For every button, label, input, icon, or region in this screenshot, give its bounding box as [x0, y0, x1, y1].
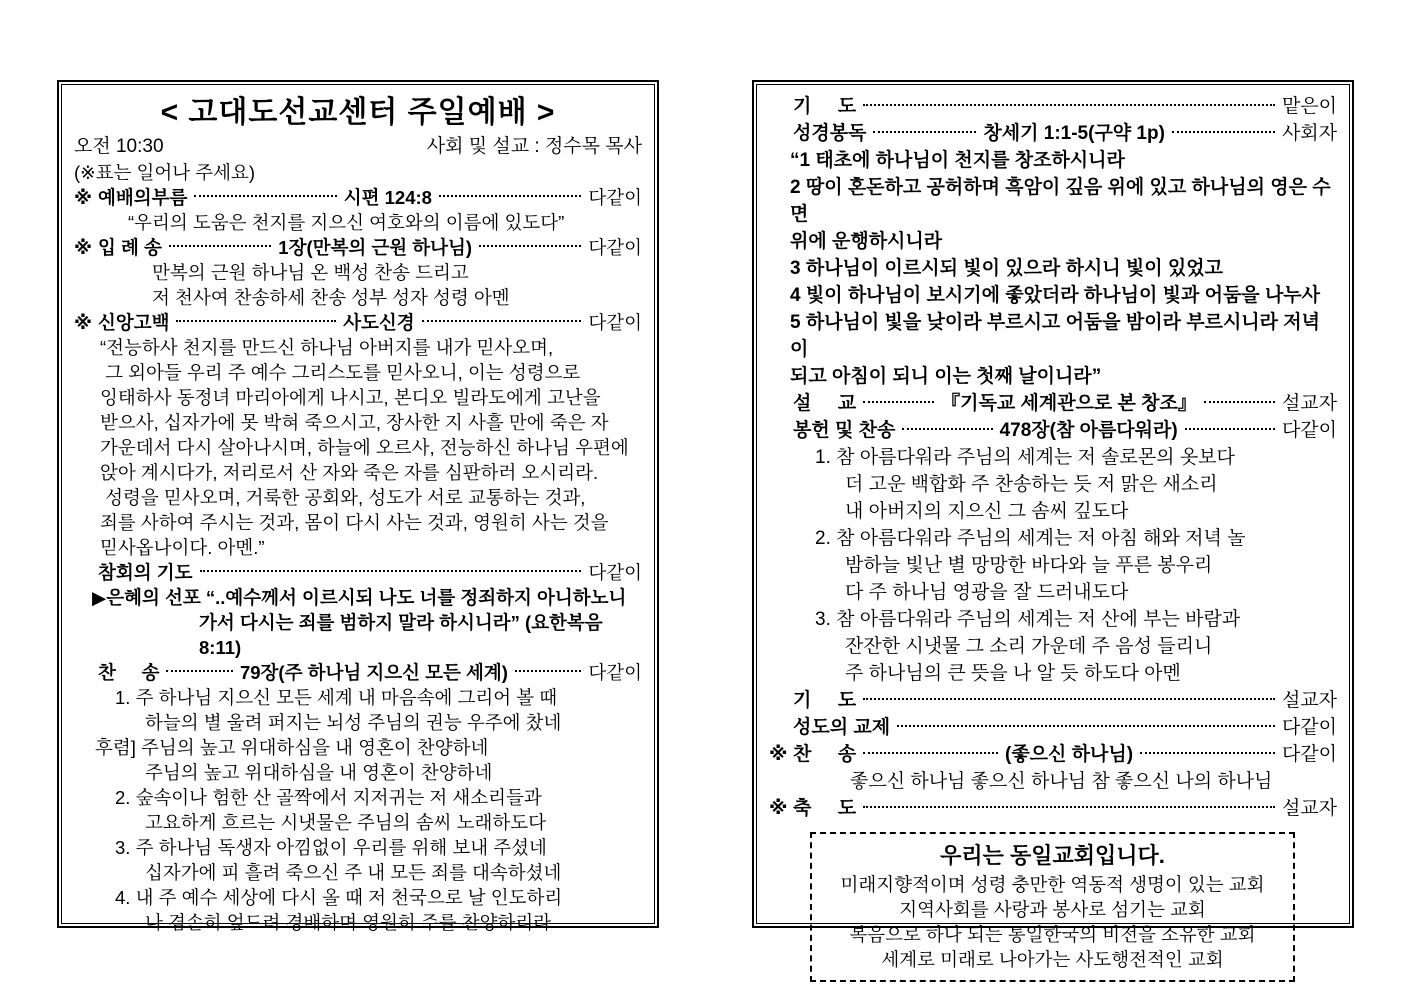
order-row-praise: [769, 741, 1337, 768]
hymn-refrain-line: 후렴] 주님의 높고 위대하심을 내 영혼이 찬양하네: [95, 737, 489, 758]
order-label: 찬 송: [793, 744, 857, 765]
bulletin-page-right: [752, 80, 1354, 970]
hymn-line: 밤하늘 빛난 별 망망한 바다와 늘 푸른 봉우리: [845, 555, 1213, 576]
dotted-leader: [873, 131, 976, 133]
hymn-line: 주 하나님의 큰 뜻을 나 알 듯 하도다 아멘: [845, 663, 1181, 684]
hymn-line: 2. 참 아름다워라 주님의 세계는 저 아침 해와 저녁 놀: [815, 528, 1246, 549]
order-role: 다같이: [1281, 744, 1338, 765]
creed-line: “전능하사 천지를 만드신 하나님 아버지를 내가 믿사오며,: [100, 337, 554, 358]
scripture-line: 3 하나님이 이르시되 빛이 있으라 하시니 빛이 있었고: [790, 258, 1223, 279]
praise-line: 좋으신 하나님 좋으신 하나님 참 좋으신 나의 하나님: [850, 771, 1273, 792]
order-label: 예배의부름: [98, 187, 188, 208]
stand-mark: ※: [769, 798, 788, 819]
order-role: 설교자: [1281, 798, 1337, 819]
hymn-line: 1. 참 아름다워라 주님의 세계는 저 솔로몬의 옷보다: [815, 447, 1235, 468]
hymn-line: 하늘의 별 울려 퍼지는 뇌성 주님의 권능 우주에 찼네: [145, 712, 562, 733]
stand-mark: ※: [74, 312, 92, 333]
stand-note: (※표는 일어나 주세요): [74, 162, 256, 183]
hymn-line: 1. 주 하나님 지으신 모든 세계 내 마음속에 그리어 볼 때: [115, 687, 558, 708]
stand-mark: ※: [769, 744, 788, 765]
creed-line: 잉태하사 동정녀 마리아에게 나시고, 본디오 빌라도에게 고난을: [100, 387, 601, 408]
order-label: 설 교: [793, 393, 857, 414]
order-label: 입 례 송: [98, 237, 162, 258]
order-row-sermon: [769, 390, 1337, 417]
church-identity-line: 세계로 미래로 나아가는 사도행전적인 교회: [881, 949, 1224, 970]
order-label: 축 도: [793, 798, 857, 819]
scripture-line: 2 땅이 혼돈하고 공허하며 흑암이 깊음 위에 있고 하나님의 영은 수면: [790, 177, 1331, 225]
introit-line: 만복의 근원 하나님 온 백성 찬송 드리고: [152, 262, 469, 283]
service-time: 오전 10:30: [74, 136, 164, 157]
creed-line: 받으사, 십자가에 못 박혀 죽으시고, 장사한 지 사흘 만에 죽은 자: [100, 412, 609, 433]
order-role: 다같이: [1281, 717, 1337, 738]
dotted-leader: [176, 320, 336, 322]
hymn-line: 주님의 높고 위대하심을 내 영혼이 찬양하네: [145, 762, 493, 783]
order-row-introit: [74, 235, 642, 260]
order-detail: 1장(만복의 근원 하나님): [278, 237, 473, 258]
creed-line: 성령을 믿사오며, 거룩한 공회와, 성도가 서로 교통하는 것과,: [100, 487, 586, 508]
hymn-line: 나 겸손히 엎드려 경배하며 영원히 주를 찬양하리라: [145, 912, 552, 933]
scripture-line: 5 하나님이 빛을 낮이라 부르시고 어둠을 밤이라 부르시니라 저녁이: [790, 312, 1321, 360]
scripture-line: 되고 아침이 되니 이는 첫째 날이니라”: [790, 366, 1102, 387]
dotted-leader: [863, 401, 934, 403]
order-detail: (좋으신 하나님): [1005, 744, 1134, 765]
order-role: 맡은이: [1281, 96, 1337, 117]
dotted-leader: [1204, 401, 1275, 403]
header-line: [74, 133, 642, 160]
church-identity-title: 우리는 동일교회입니다.: [940, 843, 1165, 868]
order-row-prayer-preacher: [769, 687, 1337, 714]
church-identity-box: [810, 832, 1295, 982]
hymn-line: 3. 주 하나님 독생자 아낌없이 우리를 위해 보내 주셨네: [115, 837, 547, 858]
order-label: 기 도: [793, 96, 857, 117]
bulletin-page-right-inner: [756, 84, 1350, 970]
order-row-benediction: [769, 795, 1337, 822]
order-label: 기 도: [793, 690, 857, 711]
dotted-leader: [897, 725, 1275, 727]
order-detail: 창세기 1:1-5(구약 1p): [983, 123, 1165, 144]
dotted-leader: [194, 195, 336, 197]
dotted-leader: [1140, 752, 1275, 754]
church-identity-line: 미래지향적이며 성령 충만한 역동적 생명이 있는 교회: [840, 874, 1265, 895]
stand-mark: ※: [74, 237, 92, 258]
page-title: < 고대도선교센터 주일예배 >: [160, 96, 556, 129]
stand-mark: ※: [74, 187, 92, 208]
dotted-leader: [902, 428, 992, 430]
order-label: 신앙고백: [98, 312, 170, 333]
order-row-prayer: [769, 93, 1337, 120]
order-row-offering-hymn: [769, 417, 1337, 444]
bulletin-page-left: [57, 80, 659, 933]
scripture-line: 위에 운행하시니라: [790, 231, 943, 252]
hymn-line: 2. 숲속이나 험한 산 골짝에서 지저귀는 저 새소리들과: [115, 787, 542, 808]
order-role: 사회자: [1281, 123, 1337, 144]
hymn-line: 더 고운 백합화 주 찬송하는 듯 저 맑은 새소리: [845, 474, 1218, 495]
creed-line: 앉아 계시다가, 저리로서 산 자와 죽은 자를 심판하러 오시리라.: [100, 462, 599, 483]
grace-proclamation-line: ▶은혜의 선포 “..예수께서 이르시되 나도 너를 정죄하지 아니하노니: [92, 587, 627, 608]
order-label: 봉헌 및 찬송: [793, 420, 896, 441]
order-label: 성도의 교제: [793, 717, 891, 738]
dotted-leader: [439, 195, 581, 197]
order-detail: 사도신경: [343, 312, 415, 333]
order-row-fellowship: [769, 714, 1337, 741]
order-label: 참회의 기도: [98, 562, 193, 583]
order-detail: 79장(주 하나님 지으신 모든 세계): [239, 662, 508, 683]
order-role: 다같이: [588, 237, 643, 258]
minister-line: 사회 및 설교 : 정수목 목사: [426, 136, 642, 157]
call-quote: “우리의 도움은 천지를 지으신 여호와의 이름에 있도다”: [128, 212, 565, 233]
hymn-line: 4. 내 주 예수 세상에 다시 올 때 저 천국으로 날 인도하리: [115, 887, 563, 908]
order-role: 다같이: [588, 562, 642, 583]
dotted-leader: [863, 698, 1275, 700]
order-row-creed: [74, 310, 642, 335]
dotted-leader: [1185, 428, 1275, 430]
hymn-line: 다 주 하나님 영광을 잘 드러내도다: [845, 582, 1129, 603]
sermon-title: 『기독교 세계관으로 본 창조』: [941, 393, 1197, 414]
dotted-leader: [1172, 131, 1275, 133]
scripture-line: “1 태초에 하나님이 천지를 창조하시니라: [790, 150, 1125, 171]
order-row-call-to-worship: [74, 185, 642, 210]
dotted-leader: [863, 752, 998, 754]
order-role: 다같이: [1281, 420, 1338, 441]
dotted-leader: [422, 320, 582, 322]
bulletin-page-left-inner: [61, 84, 655, 933]
order-detail: 478장(참 아름다워라): [999, 420, 1178, 441]
church-identity-line: 복음으로 하나 되는 통일한국의 비전을 소유한 교회: [849, 924, 1256, 945]
order-role: 설교자: [1281, 393, 1337, 414]
creed-line: 죄를 사하여 주시는 것과, 몸이 다시 사는 것과, 영원히 사는 것을: [100, 512, 609, 533]
dotted-leader: [863, 806, 1275, 808]
creed-line: 가운데서 다시 살아나시며, 하늘에 오르사, 전능하신 하나님 우편에: [100, 437, 629, 458]
dotted-leader: [863, 104, 1275, 106]
hymn-line: 잔잔한 시냇물 그 소리 가운데 주 음성 들리니: [845, 636, 1213, 657]
order-role: 다같이: [588, 187, 642, 208]
scripture-line: 4 빛이 하나님이 보시기에 좋았더라 하나님이 빛과 어둠을 나누사: [790, 285, 1321, 306]
dotted-leader: [169, 245, 271, 247]
creed-line: 그 외아들 우리 주 예수 그리스도를 믿사오니, 이는 성령으로: [100, 362, 581, 383]
dotted-leader: [166, 670, 233, 672]
dotted-leader: [200, 570, 582, 572]
order-role: 설교자: [1281, 690, 1337, 711]
dotted-leader: [515, 670, 582, 672]
hymn-line: 고요하게 흐르는 시냇물은 주님의 솜씨 노래하도다: [145, 812, 546, 833]
order-role: 다같이: [588, 312, 642, 333]
church-identity-line: 지역사회를 사랑과 봉사로 섬기는 교회: [899, 899, 1206, 920]
hymn-line: 내 아버지의 지으신 그 솜씨 깊도다: [845, 501, 1129, 522]
introit-line: 저 천사여 찬송하세 찬송 성부 성자 성령 아멘: [152, 287, 510, 308]
grace-proclamation-line: 가서 다시는 죄를 범하지 말라 하시니라” (요한복음 8:11): [199, 612, 608, 658]
order-row-scripture-reading: [769, 120, 1337, 147]
order-label: 찬 송: [98, 662, 160, 683]
creed-line: 믿사옵나이다. 아멘.”: [100, 537, 265, 558]
order-detail: 시편 124:8: [343, 187, 432, 208]
order-label: 성경봉독: [793, 123, 867, 144]
hymn-line: 십자가에 피 흘려 죽으신 주 내 모든 죄를 대속하셨네: [145, 862, 562, 883]
order-role: 다같이: [588, 662, 642, 683]
order-row-hymn: [74, 660, 642, 685]
dotted-leader: [479, 245, 581, 247]
hymn-line: 3. 참 아름다워라 주님의 세계는 저 산에 부는 바람과: [815, 609, 1241, 630]
order-row-confession: [74, 560, 642, 585]
